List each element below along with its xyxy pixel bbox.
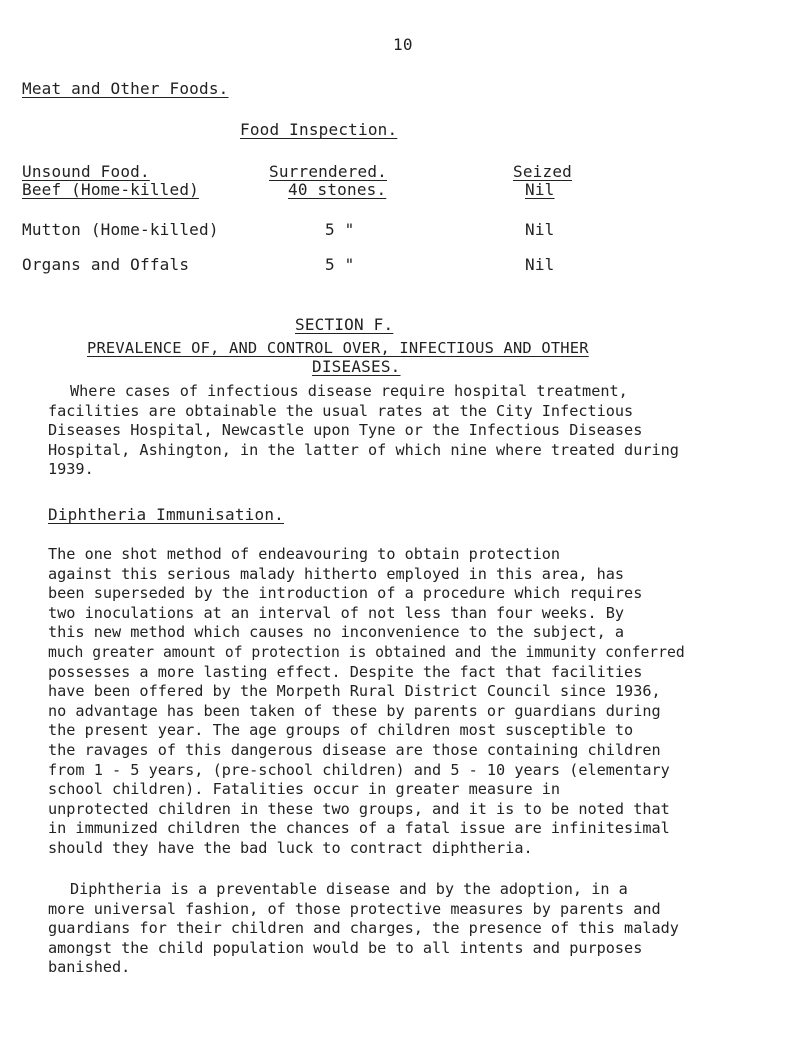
paragraph-line: against this serious malady hitherto employed in this area, has: [48, 564, 625, 583]
diphtheria-heading: Diphtheria Immunisation.: [48, 505, 284, 524]
paragraph-line: the ravages of this dangerous disease are those containing children: [48, 740, 661, 759]
header-unsound-food: Unsound Food.: [22, 162, 150, 181]
prevalence-heading-line1: PREVALENCE OF, AND CONTROL OVER, INFECTIOUS AND OTHER: [87, 339, 589, 357]
table-row-2-food: Mutton (Home-killed): [22, 220, 219, 239]
paragraph-line: the present year. The age groups of children most susceptible to: [48, 721, 634, 740]
header-surrendered: Surrendered.: [269, 162, 387, 181]
paragraph-line: much greater amount of protection is obtained and the immunity conferred: [48, 643, 685, 661]
paragraph-line: 1939.: [48, 460, 94, 479]
paragraph-line: amongst the child population would be to all intents and purposes: [48, 938, 643, 957]
paragraph-line: been superseded by the introduction of a procedure which requires: [48, 584, 643, 603]
paragraph-line: unprotected children in these two groups, and it is to be noted that: [48, 799, 670, 818]
immunisation-paragraph: [48, 545, 788, 859]
paragraph-line: no advantage has been taken of these by parents or guardians during: [48, 701, 661, 720]
paragraph-line: this new method which causes no inconvenience to the subject, a: [48, 623, 625, 642]
paragraph-line: facilities are obtainable the usual rates at the City Infectious: [48, 401, 634, 420]
hospital-paragraph: [48, 382, 788, 480]
section-f-heading: SECTION F.: [295, 315, 394, 334]
paragraph-line: Where cases of infectious disease require hospital treatment,: [70, 382, 628, 400]
table-row-3-seized: Nil: [525, 255, 555, 274]
table-row-1-surrendered: 40 stones.: [288, 180, 387, 199]
prevention-paragraph: [48, 880, 788, 978]
table-row-3-food: Organs and Offals: [22, 255, 190, 274]
paragraph-line: Diseases Hospital, Newcastle upon Tyne or the Infectious Diseases: [48, 421, 643, 440]
table-row-1-food: Beef (Home-killed): [22, 180, 199, 199]
table-row-1-seized: Nil: [525, 180, 555, 199]
prevalence-heading-line2: DISEASES.: [312, 357, 401, 376]
section-heading: Meat and Other Foods.: [22, 79, 229, 98]
paragraph-line: Diphtheria is a preventable disease and by the adoption, in a: [70, 880, 628, 898]
paragraph-line: Hospital, Ashington, in the latter of which nine where treated during: [48, 440, 679, 459]
page-number: 10: [393, 35, 413, 54]
table-row-3-surrendered: 5 ": [325, 255, 355, 274]
paragraph-line: from 1 - 5 years, (pre-school children) and 5 - 10 years (elementary: [48, 760, 670, 779]
paragraph-line: The one shot method of endeavouring to obtain protection: [48, 545, 561, 563]
table-row-2-seized: Nil: [525, 220, 555, 239]
header-seized: Seized: [513, 162, 572, 181]
table-row-2-surrendered: 5 ": [325, 220, 355, 239]
paragraph-line: possesses a more lasting effect. Despite the fact that facilities: [48, 662, 643, 681]
paragraph-line: two inoculations at an interval of not less than four weeks. By: [48, 603, 625, 622]
paragraph-line: school children). Fatalities occur in greater measure in: [48, 780, 561, 799]
paragraph-line: more universal fashion, of those protective measures by parents and: [48, 899, 661, 918]
paragraph-line: should they have the bad luck to contract diphtheria.: [48, 838, 533, 857]
paragraph-line: guardians for their children and charges, the presence of this malady: [48, 919, 679, 938]
paragraph-line: banished.: [48, 958, 131, 977]
food-inspection-heading: Food Inspection.: [240, 120, 398, 139]
paragraph-line: in immunized children the chances of a fatal issue are infinitesimal: [48, 819, 670, 838]
paragraph-line: have been offered by the Morpeth Rural District Council since 1936,: [48, 682, 661, 701]
